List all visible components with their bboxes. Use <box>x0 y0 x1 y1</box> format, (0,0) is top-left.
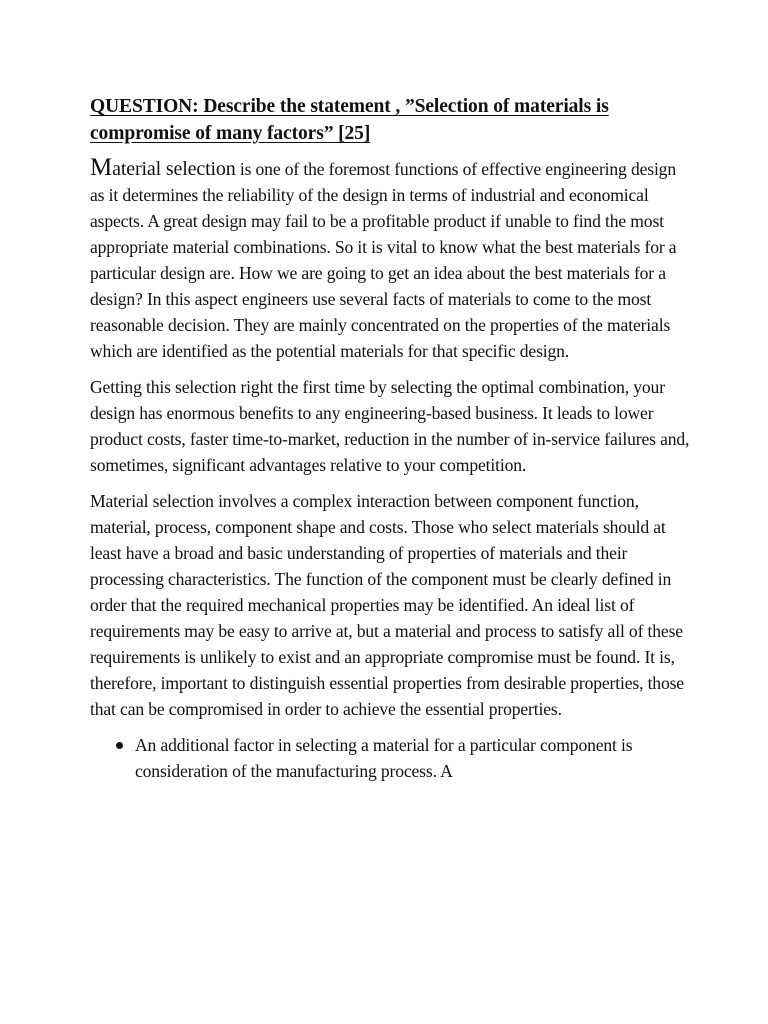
document-page <box>90 93 690 784</box>
bullet-list <box>90 732 690 784</box>
question-heading: QUESTION: Describe the statement , ”Selection of materials is compromise of many factors” [25] <box>90 96 609 144</box>
paragraph-intro-text: is one of the foremost functions of effective engineering design as it determines the reliability of the design in terms of industrial and economical aspects. A great design may fail to be a profitable product if unable to find the most appropriate material combinations. So it is vital to know what the best materials for a particular design are. How we are going to get an idea about the best materials for a design? In this aspect engineers use several facts of materials to come to the most reasonable decision. They are mainly concentrated on the properties of the materials which are identified as the potential materials for that specific design. <box>90 159 677 361</box>
paragraph-intro <box>90 155 690 364</box>
bullet-icon <box>116 742 123 749</box>
paragraph-benefits: Getting this selection right the first time by selecting the optimal combination, your design has enormous benefits to any engineering-based business. It leads to lower product costs, faster time-to-market, reduction in the number of in-service failures and, sometimes, significant advantages relative to your competition. <box>90 377 690 475</box>
bullet-item <box>90 732 690 784</box>
lead-phrase: aterial selection <box>112 158 236 180</box>
paragraph-interaction: Material selection involves a complex interaction between component function, material, process, component shape and costs. Those who select materials should at least have a broad and basic understanding of properties of materials and their processing characteristics. The function of the component must be clearly defined in order that the required mechanical properties may be identified. An ideal list of requirements may be easy to arrive at, but a material and process to satisfy all of these requirements is unlikely to exist and an appropriate compromise must be found. It is, therefore, important to distinguish essential properties from desirable properties, those that can be compromised in order to achieve the essential properties. <box>90 491 684 719</box>
drop-cap-letter: M <box>90 154 113 181</box>
bullet-text: An additional factor in selecting a material for a particular component is consideration of the manufacturing process. A <box>135 735 633 781</box>
